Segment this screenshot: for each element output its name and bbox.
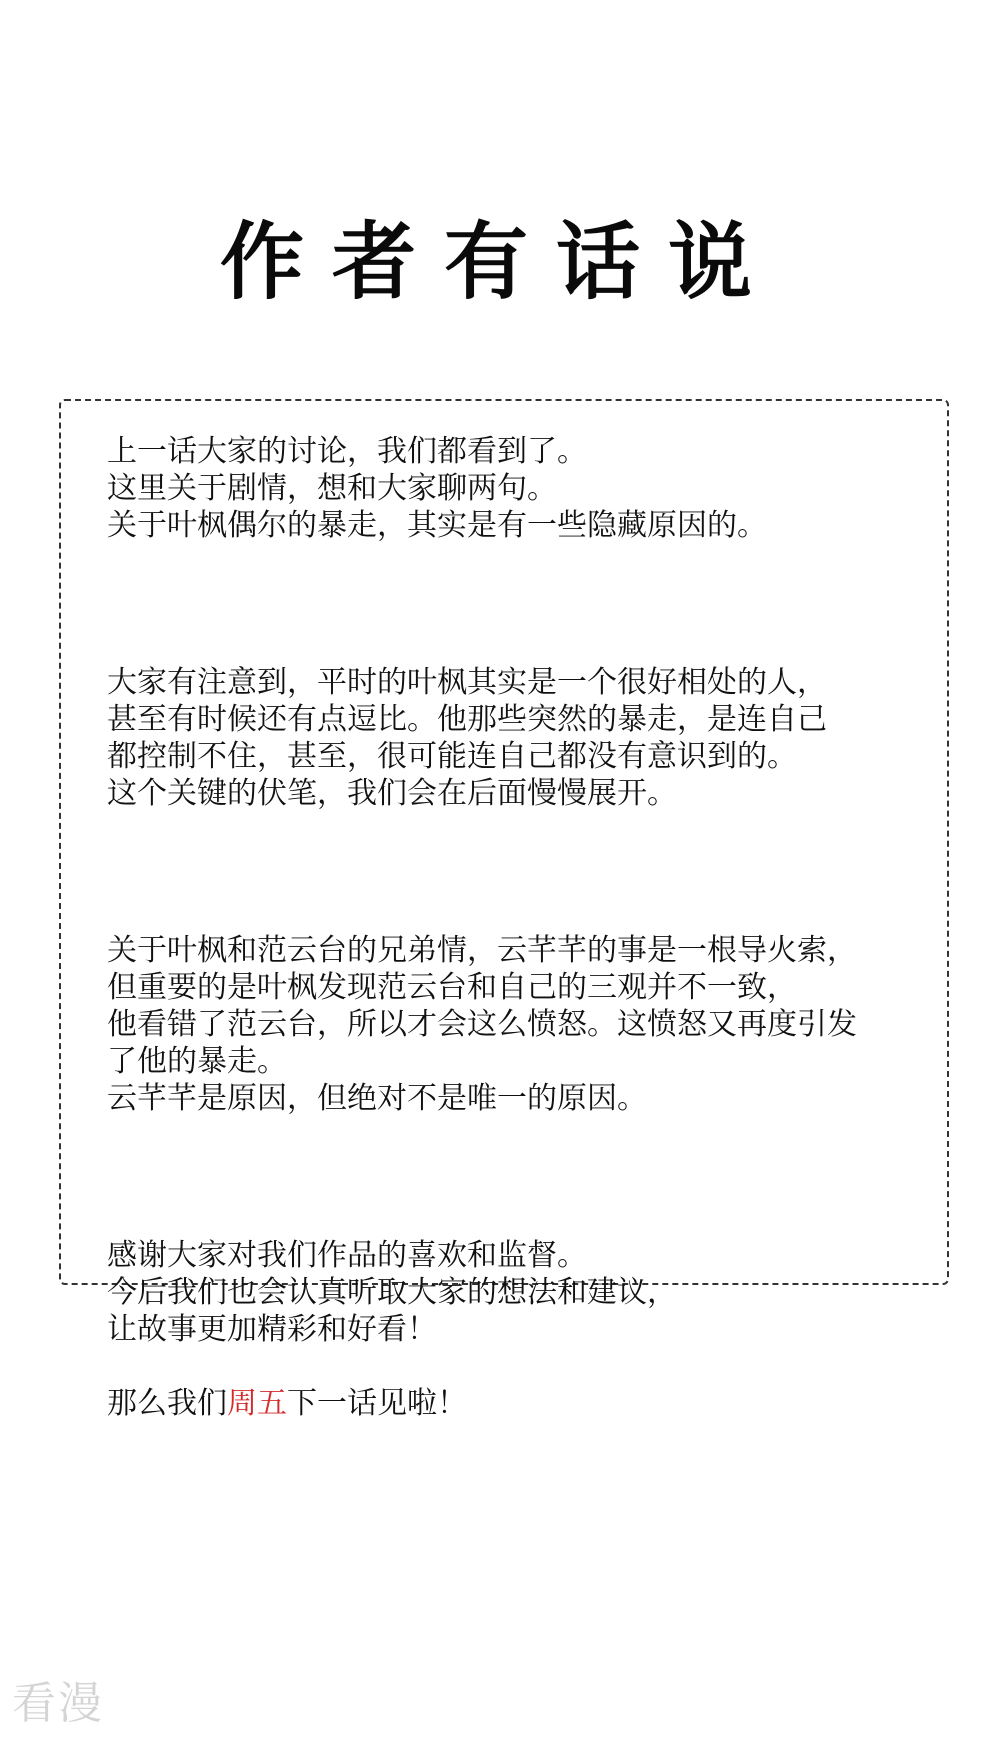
text-line: 但重要的是叶枫发现范云台和自己的三观并不一致， — [107, 970, 797, 1005]
closing-line — [107, 1385, 937, 1422]
author-note-box — [59, 399, 949, 1421]
text-line: 关于叶枫偶尔的暴走，其实是有一些隐藏原因的。 — [107, 508, 767, 543]
watermark-logo: 看漫 — [12, 1678, 104, 1729]
text-line: 都控制不住，甚至，很可能连自己都没有意识到的。 — [107, 739, 797, 774]
text-line: 这里关于剧情，想和大家聊两句。 — [107, 471, 557, 506]
text-line: 感谢大家对我们作品的喜欢和监督。 — [107, 1238, 587, 1273]
text-line: 了他的暴走。 — [107, 1044, 287, 1079]
paragraph-3 — [107, 932, 937, 1117]
text-line: 这个关键的伏笔，我们会在后面慢慢展开。 — [107, 776, 677, 811]
text-line: 让故事更加精彩和好看！ — [107, 1312, 437, 1347]
paragraph-2 — [107, 664, 937, 812]
text-line: 他看错了范云台，所以才会这么愤怒。这愤怒又再度引发 — [107, 1007, 857, 1042]
text-line: 今后我们也会认真听取大家的想法和建议， — [107, 1275, 677, 1310]
text-line: 大家有注意到，平时的叶枫其实是一个很好相处的人， — [107, 665, 827, 700]
closing-highlight-day: 周五 — [227, 1386, 287, 1421]
text-line: 关于叶枫和范云台的兄弟情，云芊芊的事是一根导火索， — [107, 933, 857, 968]
text-line: 上一话大家的讨论，我们都看到了。 — [107, 434, 587, 469]
page-title: 作者有话说 — [219, 212, 780, 311]
closing-text-after: 下一话见啦！ — [287, 1386, 467, 1421]
paragraph-1 — [107, 433, 937, 544]
text-line: 甚至有时候还有点逗比。他那些突然的暴走，是连自己 — [107, 702, 827, 737]
author-note-content — [107, 433, 937, 1422]
closing-text-before: 那么我们 — [107, 1386, 227, 1421]
text-line: 云芊芊是原因，但绝对不是唯一的原因。 — [107, 1081, 647, 1116]
paragraph-4 — [107, 1237, 937, 1348]
